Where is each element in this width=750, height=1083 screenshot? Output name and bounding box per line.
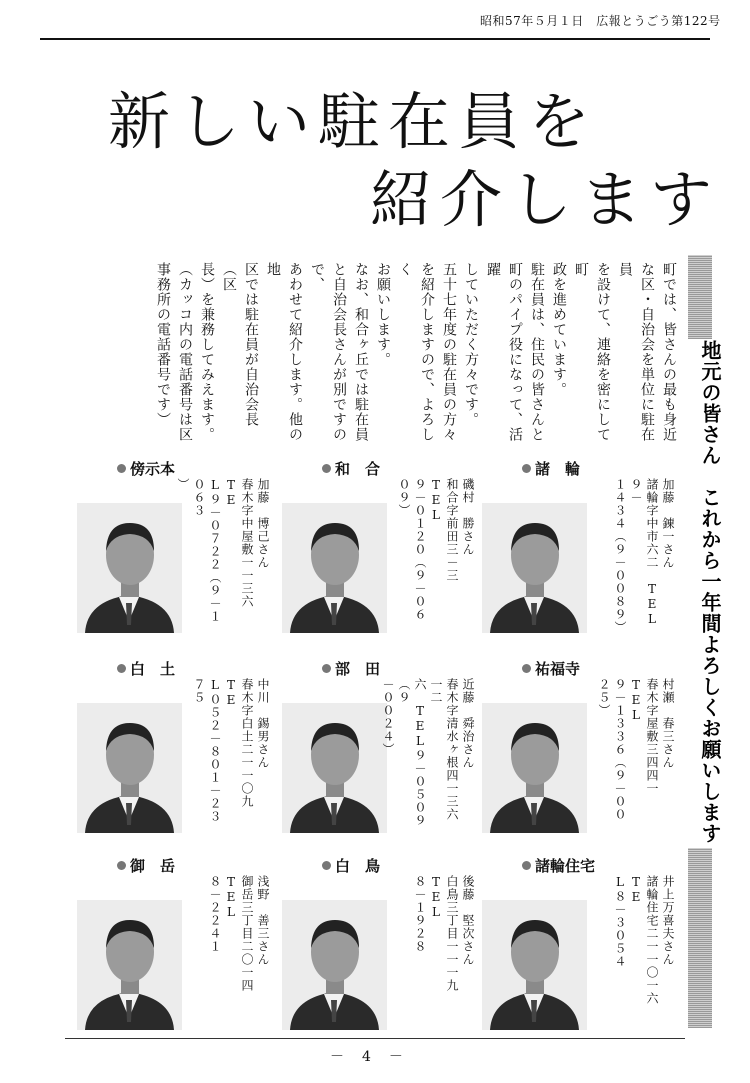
member-name: 浅野 善三さん: [256, 875, 270, 966]
footer-rule: [65, 1038, 685, 1039]
portrait-photo: [282, 503, 387, 633]
member-name: 井上万喜夫さん: [661, 875, 675, 966]
member-name: 中川 錫男さん: [256, 678, 270, 769]
member-address: 春木字屋敷三四四一 TEL: [629, 678, 659, 808]
region-label: [522, 458, 580, 479]
member-info: [412, 875, 476, 1025]
member-name: 近藤 舜治さん: [461, 678, 475, 769]
page-number: － 4 －: [330, 1049, 405, 1065]
portrait-photo: [77, 503, 182, 633]
portrait-photo: [282, 900, 387, 1030]
intro-line: な区・自治会を単位に駐在員: [617, 262, 655, 442]
bullet-icon: [522, 464, 531, 473]
intro-line: あわせて紹介します。他の地: [265, 262, 303, 442]
portrait-silhouette: [482, 703, 587, 833]
member-phone: L８－３０５４: [613, 875, 627, 968]
intro-line: お願いします。: [375, 262, 391, 367]
member-info: [207, 875, 271, 1025]
region-label: [117, 855, 175, 876]
bullet-icon: [322, 664, 331, 673]
portrait-silhouette: [282, 503, 387, 633]
member-card: [65, 658, 275, 848]
member-card: [470, 658, 680, 848]
member-phone: ８－１９２８: [413, 875, 427, 953]
region-name: 白 鳥: [335, 857, 381, 875]
member-phone-extra: ）: [176, 478, 190, 491]
region-label: [322, 855, 380, 876]
intro-line: 長）を兼務してみえます。: [199, 262, 215, 442]
member-phone: ８－２２４１: [208, 875, 222, 953]
member-card: [65, 458, 275, 648]
intro-line: なお、和合ヶ丘では駐在員: [353, 262, 369, 442]
region-label: [117, 658, 175, 679]
member-card: [270, 658, 480, 848]
member-info: [612, 875, 676, 1025]
member-name: 加藤 博己さん: [256, 478, 270, 569]
member-card: [270, 855, 480, 1045]
intro-text: [152, 262, 680, 452]
slogan-banner: 地元の皆さん これから一年間よろしくお願いします: [698, 340, 722, 844]
region-name: 傍示本: [130, 460, 176, 478]
region-label: [117, 458, 175, 479]
member-phone: ９－１３３６（９－００２５）: [597, 678, 627, 821]
region-name: 御 岳: [130, 857, 176, 875]
member-info: [612, 478, 676, 634]
portrait-photo: [482, 900, 587, 1030]
intro-line: と自治会長さんが別ですので、: [309, 262, 347, 442]
member-address: 春木字白土二一一〇九 TE: [224, 678, 254, 821]
bullet-icon: [322, 861, 331, 870]
member-phone: 六 TEL９－０５０９（９: [397, 678, 427, 827]
portrait-photo: [77, 703, 182, 833]
member-phone-extra: －００２４）: [381, 678, 395, 756]
region-name: 和 合: [335, 460, 381, 478]
member-info: [596, 678, 676, 828]
region-name: 諸 輪: [535, 460, 581, 478]
intro-line: を設けて、連絡を密にして町: [573, 262, 611, 442]
member-address: 諸輪住宅二一一〇一六 TE: [629, 875, 659, 1018]
region-label: [322, 458, 380, 479]
bullet-icon: [522, 861, 531, 870]
intro-line: 五十七年度の駐在員の方々: [441, 262, 457, 442]
member-address: 白鳥三丁目一一一九 TEL: [429, 875, 459, 1005]
member-phone: L９－０７２２（９－１０６３: [192, 478, 222, 623]
intro-line: 政を進めています。: [551, 262, 567, 397]
portrait-silhouette: [282, 703, 387, 833]
page-title-line2: 紹介します: [370, 163, 721, 236]
intro-line: 事務所の電話番号です）: [155, 262, 171, 427]
bullet-icon: [117, 664, 126, 673]
intro-line: 町のパイプ役になって、活躍: [485, 262, 523, 442]
bullet-icon: [522, 664, 531, 673]
region-label: [522, 855, 595, 876]
portrait-photo: [282, 703, 387, 833]
member-address: 春木字中屋敷一一三六 TE: [224, 478, 254, 621]
member-name: 後藤 堅次さん: [461, 875, 475, 966]
region-name: 白 土: [130, 660, 176, 678]
issue-header: 昭和57年５月１日 広報とうごう第122号: [480, 14, 721, 28]
header-rule: [40, 38, 710, 40]
member-phone: ９－０１２０（９－０６０９）: [397, 478, 427, 621]
side-band-top: [688, 255, 712, 339]
portrait-silhouette: [282, 900, 387, 1030]
side-band-bottom: [688, 848, 712, 1028]
member-info: [380, 678, 476, 828]
bullet-icon: [322, 464, 331, 473]
portrait-silhouette: [482, 900, 587, 1030]
member-name: 加藤 錬一さん: [661, 478, 675, 569]
portrait-photo: [482, 703, 587, 833]
portrait-silhouette: [77, 503, 182, 633]
intro-line: を紹介しますので、よろしく: [397, 262, 435, 442]
member-card: [270, 458, 480, 648]
member-phone: L０５２－８０１－２３７５: [192, 678, 222, 823]
intro-line: 駐在員は、住民の皆さんと: [529, 262, 545, 442]
portrait-photo: [77, 900, 182, 1030]
member-info: [396, 478, 476, 628]
member-address: 諸輪字中市六二 TEL９－: [629, 478, 659, 627]
region-name: 諸輪住宅: [535, 857, 596, 875]
member-info: [191, 678, 271, 828]
member-info: [175, 478, 271, 628]
member-card: [65, 855, 275, 1045]
portrait-silhouette: [77, 900, 182, 1030]
bullet-icon: [117, 861, 126, 870]
portrait-photo: [482, 503, 587, 633]
intro-line: （カッコ内の電話番号は区: [177, 262, 193, 442]
member-name: 村瀬 春三さん: [661, 678, 675, 769]
page-title-line1: 新しい駐在員を: [108, 85, 599, 158]
portrait-silhouette: [482, 503, 587, 633]
member-address: 御岳三丁目二〇一四 TEL: [224, 875, 254, 1005]
region-label: [322, 658, 380, 679]
member-address: 春木字清水ヶ根四一三六一二: [429, 678, 459, 821]
member-phone: １４３４（９－００８９）: [613, 478, 627, 634]
region-name: 部 田: [335, 660, 381, 678]
bullet-icon: [117, 464, 126, 473]
intro-line: 町では、皆さんの最も身近: [661, 262, 677, 442]
intro-line: していただく方々です。: [463, 262, 479, 427]
member-name: 磯村 勝さん: [461, 478, 475, 556]
region-name: 祐福寺: [535, 660, 581, 678]
portrait-silhouette: [77, 703, 182, 833]
region-label: [522, 658, 580, 679]
member-card: [470, 855, 680, 1045]
member-card: [470, 458, 680, 648]
member-address: 和合字前田三－三 TEL: [429, 478, 459, 595]
intro-line: 区では駐在員が自治会長（区: [221, 262, 259, 427]
